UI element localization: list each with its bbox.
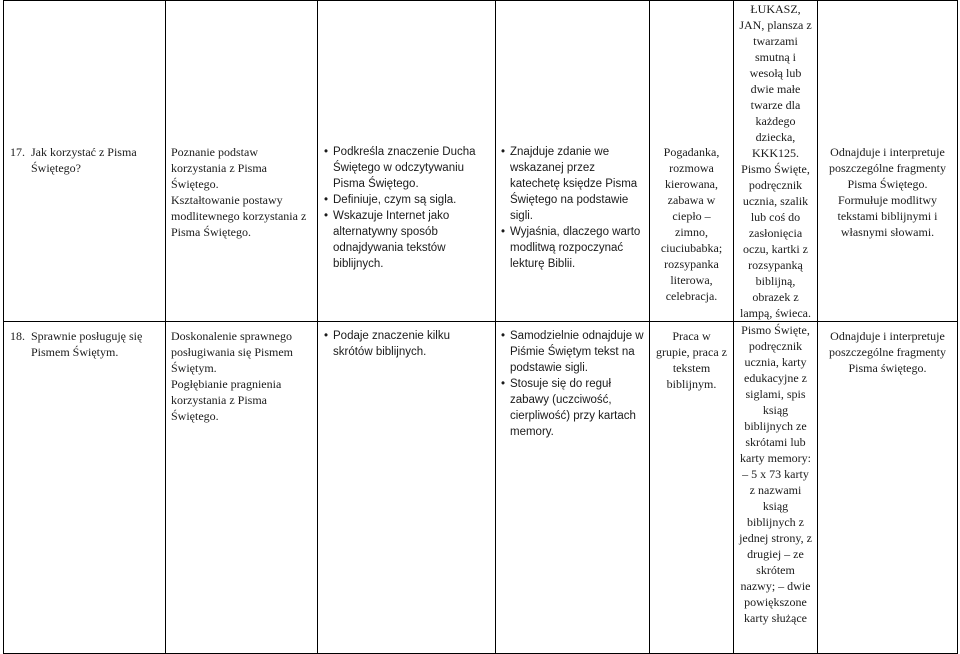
aids-cell <box>734 322 818 654</box>
outcomes-cell <box>318 322 496 654</box>
lesson-number: 17. <box>10 145 25 159</box>
topic-cell <box>4 322 166 654</box>
skill-item: • Wyjaśnia, dlaczego warto modlitwą rozpoczynać lekturę Biblii. <box>501 224 644 272</box>
lesson-plan-table <box>3 0 958 654</box>
requirements-cell <box>818 322 958 654</box>
table-row <box>4 322 958 654</box>
goal-text: Poznanie podstaw korzystania z Pisma Świętego. <box>171 145 267 191</box>
aids-text: ŁUKASZ, JAN, plansza z twarzami smutną i wesołą lub dwie małe twarze dla każdego dziecka, KKK125. Pismo Święte, podręcznik ucznia, szalik lub coś do zasłonięcia oczu, kartki z rozsypanką biblijną, obrazek z lampą, świeca. <box>739 2 812 320</box>
requirements-text: Odnajduje i interpretuje poszczególne fragmenty Pisma świętego. <box>829 329 946 375</box>
outcome-item: • Definiuje, czym są sigla. <box>324 192 490 208</box>
goals-cell <box>166 322 318 654</box>
outcome-item: • Podaje znaczenie kilku skrótów biblijnych. <box>324 328 490 360</box>
methods-text: Praca w grupie, praca z tekstem biblijnym. <box>656 329 727 391</box>
skills-cell <box>496 322 650 654</box>
outcome-item: • Wskazuje Internet jako alternatywny sposób odnajdywania tekstów biblijnych. <box>324 208 490 272</box>
topic-cell <box>4 1 166 322</box>
goal-text: Kształtowanie postawy modlitewnego korzystania z Pisma Świętego. <box>171 193 307 239</box>
outcomes-cell <box>318 1 496 322</box>
skill-item: • Stosuje się do reguł zabawy (uczciwość, cierpliwość) przy kartach memory. <box>501 376 644 440</box>
aids-text: Pismo Święte, podręcznik ucznia, karty edukacyjne z siglami, spis ksiąg biblijnych ze skrótami lub karty memory: – 5 x 73 karty z nazwami ksiąg biblijnych z jednej strony, z drugiej – ze skrótem nazwy; – dwie powiększone karty służące <box>739 323 812 625</box>
lesson-topic: Sprawnie posługuję się Pismem Świętym. <box>31 329 143 359</box>
methods-cell <box>650 322 734 654</box>
methods-text: Pogadanka, rozmowa kierowana, zabawa w ciepło – zimno, ciuciubabka; rozsypanka literowa, celebracja. <box>660 145 723 303</box>
lesson-topic: Jak korzystać z Pisma Świętego? <box>31 145 137 175</box>
requirements-text: Odnajduje i interpretuje poszczególne fragmenty Pisma Świętego. Formułuje modlitwy tekstami biblijnymi i własnymi słowami. <box>829 145 946 239</box>
table-row <box>4 1 958 322</box>
goal-text: Doskonalenie sprawnego posługiwania się Pismem Świętym. <box>171 329 293 375</box>
aids-cell <box>734 1 818 322</box>
skill-item: • Znajduje zdanie we wskazanej przez katechetę księdze Pisma Świętego na podstawie sigli. <box>501 144 644 224</box>
skills-cell <box>496 1 650 322</box>
requirements-cell <box>818 1 958 322</box>
goal-text: Pogłębianie pragnienia korzystania z Pisma Świętego. <box>171 377 282 423</box>
goals-cell <box>166 1 318 322</box>
outcome-item: • Podkreśla znaczenie Ducha Świętego w odczytywaniu Pisma Świętego. <box>324 144 490 192</box>
methods-cell <box>650 1 734 322</box>
lesson-number: 18. <box>10 329 25 343</box>
skill-item: • Samodzielnie odnajduje w Piśmie Świętym tekst na podstawie sigli. <box>501 328 644 376</box>
